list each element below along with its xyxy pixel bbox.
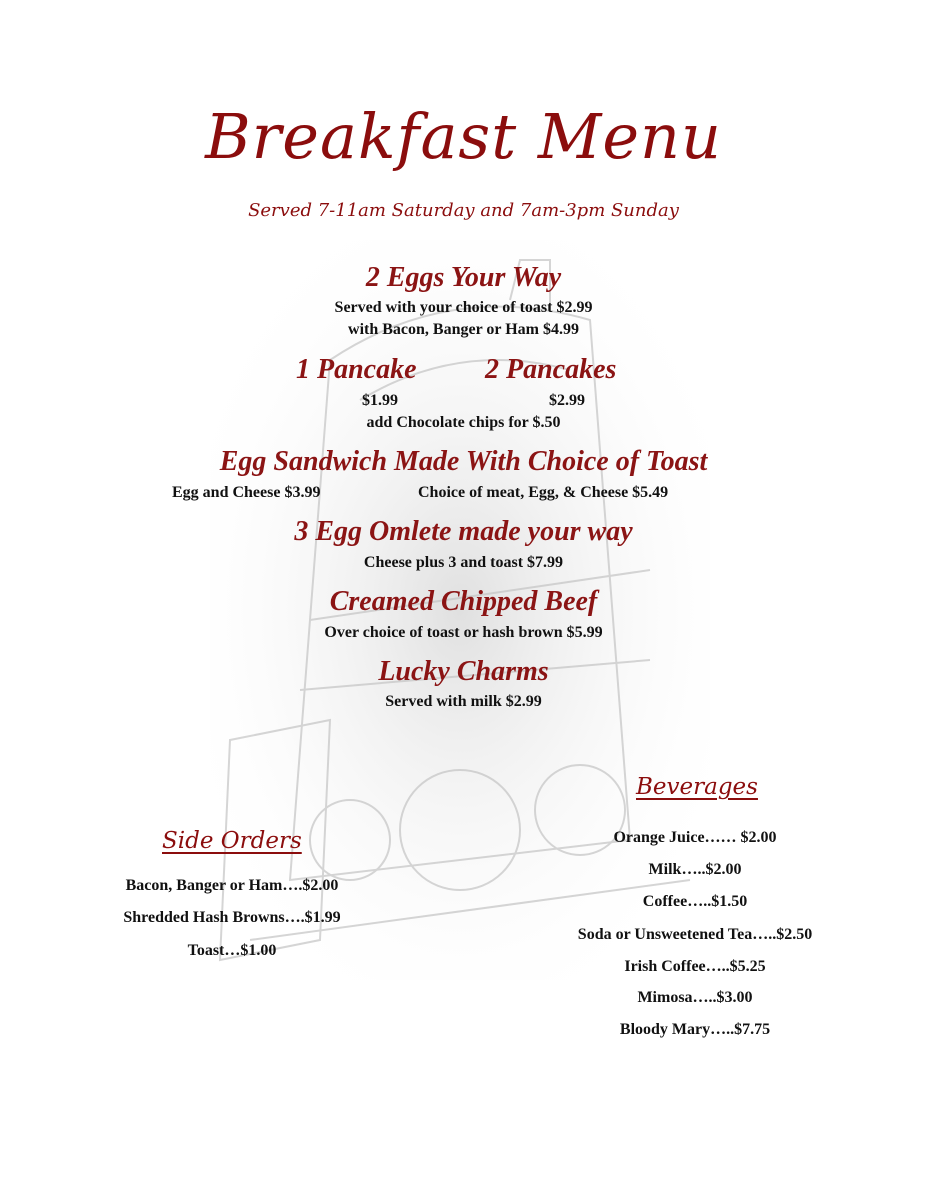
two-pancakes-price: $2.99 (549, 392, 585, 409)
eggs-line-2: with Bacon, Banger or Ham $4.99 (348, 321, 579, 338)
beverage-item: Milk…..$2.00 (648, 861, 742, 878)
one-pancake-heading: 1 Pancake (296, 354, 417, 385)
beverage-item: Mimosa…..$3.00 (637, 989, 753, 1006)
side-order-item: Bacon, Banger or Ham….$2.00 (125, 877, 339, 894)
omelete-line: Cheese plus 3 and toast $7.99 (363, 554, 564, 571)
menu-title: Breakfast Menu (205, 100, 722, 173)
sandwich-heading: Egg Sandwich Made With Choice of Toast (219, 446, 708, 477)
beverages-heading: Beverages (636, 774, 758, 800)
beef-heading: Creamed Chipped Beef (329, 586, 598, 617)
two-pancakes-heading: 2 Pancakes (485, 354, 617, 385)
pancake-addon: add Chocolate chips for $.50 (366, 414, 561, 431)
side-orders-heading: Side Orders (162, 828, 302, 854)
one-pancake-price: $1.99 (362, 392, 398, 409)
beverage-item: Orange Juice…… $2.00 (613, 829, 777, 846)
side-order-item: Toast…$1.00 (187, 942, 277, 959)
beef-line: Over choice of toast or hash brown $5.99 (324, 624, 603, 641)
side-order-item: Shredded Hash Browns….$1.99 (123, 909, 341, 926)
charms-heading: Lucky Charms (378, 656, 549, 687)
eggs-line-1: Served with your choice of toast $2.99 (334, 299, 593, 316)
beverage-item: Irish Coffee…..$5.25 (624, 958, 766, 975)
beverage-item: Soda or Unsweetened Tea…..$2.50 (577, 926, 813, 943)
sandwich-egg-cheese: Egg and Cheese $3.99 (172, 484, 321, 501)
charms-line: Served with milk $2.99 (385, 693, 542, 710)
sandwich-meat-egg-cheese: Choice of meat, Egg, & Cheese $5.49 (418, 484, 669, 501)
beverage-item: Bloody Mary…..$7.75 (619, 1021, 771, 1038)
eggs-heading: 2 Eggs Your Way (365, 262, 562, 293)
omelete-heading: 3 Egg Omlete made your way (294, 516, 633, 547)
beverage-item: Coffee…..$1.50 (642, 893, 748, 910)
menu-hours: Served 7-11am Saturday and 7am-3pm Sunday (248, 200, 679, 221)
